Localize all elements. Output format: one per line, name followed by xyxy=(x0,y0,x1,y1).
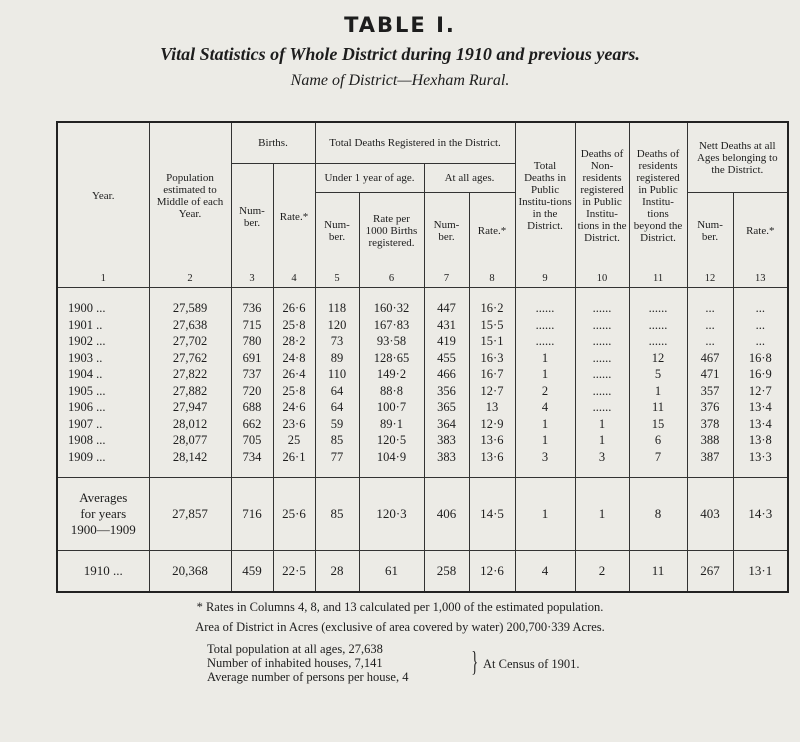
census-details xyxy=(207,642,408,684)
table-row xyxy=(57,432,788,449)
table-cell: 93·58 xyxy=(359,333,424,350)
table-cell: 720 xyxy=(231,383,273,400)
column-numbers-row xyxy=(57,269,788,288)
table-row xyxy=(57,333,788,350)
table-cell: 15 xyxy=(629,416,687,433)
table-cell: 27,822 xyxy=(149,366,231,383)
average-cell: 27,857 xyxy=(149,478,231,551)
header-public-institutions: Total Deaths in Public Institu-tions in the District. xyxy=(515,122,575,269)
table-cell: 27,762 xyxy=(149,350,231,367)
table-cell: ...... xyxy=(629,317,687,334)
table-cell: ... xyxy=(687,317,733,334)
table-cell: 15·1 xyxy=(469,333,515,350)
table-cell: 13·8 xyxy=(733,432,788,449)
census-population: Total population at all ages, 27,638 xyxy=(207,642,383,656)
year-1910-cell: 22·5 xyxy=(273,551,315,593)
year-1910-cell: 61 xyxy=(359,551,424,593)
column-number: 7 xyxy=(424,269,469,288)
table-row xyxy=(57,383,788,400)
census-persons-per-house: Average number of persons per house, 4 xyxy=(207,670,409,684)
header-under-one-rate: Rate per 1000 Births registered. xyxy=(359,193,424,270)
header-all-ages-number: Num-ber. xyxy=(424,193,469,270)
column-number: 6 xyxy=(359,269,424,288)
table-cell: 100·7 xyxy=(359,399,424,416)
row-year: 1908 ... xyxy=(57,432,149,449)
table-row xyxy=(57,317,788,334)
table-cell: 1 xyxy=(629,383,687,400)
column-number: 5 xyxy=(315,269,359,288)
header-nett-number: Num-ber. xyxy=(687,193,733,270)
averages-row xyxy=(57,478,788,551)
column-number: 1 xyxy=(57,269,149,288)
table-cell: 383 xyxy=(424,432,469,449)
table-cell: ...... xyxy=(575,366,629,383)
row-year: 1900 ... xyxy=(57,300,149,317)
table-cell: 16·3 xyxy=(469,350,515,367)
table-cell: 357 xyxy=(687,383,733,400)
table-cell: 691 xyxy=(231,350,273,367)
average-cell: 25·6 xyxy=(273,478,315,551)
vital-statistics-table xyxy=(56,121,789,593)
table-cell: ...... xyxy=(575,333,629,350)
table-cell: 26·6 xyxy=(273,300,315,317)
average-cell: 14·3 xyxy=(733,478,788,551)
year-1910-cell: 11 xyxy=(629,551,687,593)
table-cell: ... xyxy=(687,300,733,317)
table-cell: 28,142 xyxy=(149,449,231,466)
column-number: 3 xyxy=(231,269,273,288)
year-1910-cell: 13·1 xyxy=(733,551,788,593)
header-residents-beyond: Deaths of residents registered in Public Institu-tions beyond the District. xyxy=(629,122,687,269)
year-1910-label: 1910 ... xyxy=(57,551,149,593)
table-row xyxy=(57,366,788,383)
table-cell: 471 xyxy=(687,366,733,383)
table-cell: 64 xyxy=(315,399,359,416)
average-cell: 716 xyxy=(231,478,273,551)
table-cell: 1 xyxy=(515,432,575,449)
table-cell: ...... xyxy=(575,399,629,416)
census-brace: } xyxy=(471,647,479,678)
table-cell: 13·6 xyxy=(469,432,515,449)
table-cell: 356 xyxy=(424,383,469,400)
table-cell: 12·9 xyxy=(469,416,515,433)
table-cell: 59 xyxy=(315,416,359,433)
table-title: TABLE I. xyxy=(344,13,456,37)
table-cell: 455 xyxy=(424,350,469,367)
year-1910-cell: 4 xyxy=(515,551,575,593)
table-cell: 13·3 xyxy=(733,449,788,466)
table-cell: ... xyxy=(733,300,788,317)
table-cell: 780 xyxy=(231,333,273,350)
table-cell: 77 xyxy=(315,449,359,466)
header-population: Population estimated to Middle of each Year. xyxy=(149,122,231,269)
table-cell: 376 xyxy=(687,399,733,416)
averages-label xyxy=(57,478,149,551)
table-row xyxy=(57,350,788,367)
year-1910-cell: 28 xyxy=(315,551,359,593)
header-nett-rate: Rate.* xyxy=(733,193,788,270)
table-cell: 688 xyxy=(231,399,273,416)
census-houses: Number of inhabited houses, 7,141 xyxy=(207,656,383,670)
table-cell: 16·9 xyxy=(733,366,788,383)
table-row xyxy=(57,416,788,433)
table-cell: ...... xyxy=(575,383,629,400)
table-cell: 1 xyxy=(515,366,575,383)
table-cell: ... xyxy=(733,317,788,334)
average-cell: 403 xyxy=(687,478,733,551)
row-year: 1909 ... xyxy=(57,449,149,466)
table-cell: 24·8 xyxy=(273,350,315,367)
table-cell: 23·6 xyxy=(273,416,315,433)
header-births: Births. xyxy=(231,122,315,164)
table-cell: 128·65 xyxy=(359,350,424,367)
table-cell: 26·4 xyxy=(273,366,315,383)
table-cell: 25·8 xyxy=(273,383,315,400)
row-year: 1903 .. xyxy=(57,350,149,367)
district-name: Name of District—Hexham Rural. xyxy=(290,72,510,89)
column-number: 2 xyxy=(149,269,231,288)
header-all-ages: At all ages. xyxy=(424,164,515,193)
table-row xyxy=(57,399,788,416)
year-1910-row xyxy=(57,551,788,593)
table-cell: 118 xyxy=(315,300,359,317)
table-cell: 447 xyxy=(424,300,469,317)
table-cell: 466 xyxy=(424,366,469,383)
average-cell: 406 xyxy=(424,478,469,551)
table-subtitle: Vital Statistics of Whole District during 1910 and previous years. xyxy=(160,44,640,64)
column-number: 12 xyxy=(687,269,733,288)
table-cell: 1 xyxy=(515,350,575,367)
table-cell: 5 xyxy=(629,366,687,383)
table-cell: 365 xyxy=(424,399,469,416)
row-year: 1907 .. xyxy=(57,416,149,433)
table-cell: 120·5 xyxy=(359,432,424,449)
table-cell: 85 xyxy=(315,432,359,449)
table-cell: ...... xyxy=(575,300,629,317)
table-cell: 3 xyxy=(515,449,575,466)
table-cell: 419 xyxy=(424,333,469,350)
table-cell: 16·7 xyxy=(469,366,515,383)
table-cell: 27,947 xyxy=(149,399,231,416)
table-cell: 431 xyxy=(424,317,469,334)
row-year: 1901 .. xyxy=(57,317,149,334)
year-1910-cell: 12·6 xyxy=(469,551,515,593)
table-cell: 25·8 xyxy=(273,317,315,334)
table-cell: 705 xyxy=(231,432,273,449)
table-cell: 89 xyxy=(315,350,359,367)
district-area: Area of District in Acres (exclusive of area covered by water) 200,700·339 Acres. xyxy=(195,620,605,634)
row-year: 1904 .. xyxy=(57,366,149,383)
table-cell: 12·7 xyxy=(469,383,515,400)
table-cell: ...... xyxy=(515,317,575,334)
rates-footnote: * Rates in Columns 4, 8, and 13 calculated per 1,000 of the estimated population. xyxy=(196,600,604,614)
table-cell: 387 xyxy=(687,449,733,466)
table-cell: ...... xyxy=(515,333,575,350)
table-cell: 25 xyxy=(273,432,315,449)
table-cell: 715 xyxy=(231,317,273,334)
table-cell: ...... xyxy=(629,333,687,350)
table-cell: ...... xyxy=(575,317,629,334)
table-cell: 13·4 xyxy=(733,399,788,416)
table-cell: 16·8 xyxy=(733,350,788,367)
year-1910-cell: 258 xyxy=(424,551,469,593)
table-cell: 662 xyxy=(231,416,273,433)
table-cell: 1 xyxy=(575,416,629,433)
table-row xyxy=(57,300,788,317)
table-cell: 64 xyxy=(315,383,359,400)
table-cell: 27,702 xyxy=(149,333,231,350)
header-under-one: Under 1 year of age. xyxy=(315,164,424,193)
table-cell: 27,882 xyxy=(149,383,231,400)
table-cell: ...... xyxy=(575,350,629,367)
average-cell: 120·3 xyxy=(359,478,424,551)
table-cell: ...... xyxy=(515,300,575,317)
table-cell: 3 xyxy=(575,449,629,466)
table-cell: 734 xyxy=(231,449,273,466)
table-cell: 15·5 xyxy=(469,317,515,334)
column-number: 13 xyxy=(733,269,788,288)
column-number: 9 xyxy=(515,269,575,288)
row-year: 1906 ... xyxy=(57,399,149,416)
column-number: 10 xyxy=(575,269,629,288)
column-number: 4 xyxy=(273,269,315,288)
header-births-rate: Rate.* xyxy=(273,164,315,270)
table-cell: 13 xyxy=(469,399,515,416)
year-1910-cell: 2 xyxy=(575,551,629,593)
table-cell: 73 xyxy=(315,333,359,350)
table-cell: 149·2 xyxy=(359,366,424,383)
table-cell: ... xyxy=(733,333,788,350)
year-1910-cell: 459 xyxy=(231,551,273,593)
table-cell: 89·1 xyxy=(359,416,424,433)
column-number: 11 xyxy=(629,269,687,288)
column-number: 8 xyxy=(469,269,515,288)
table-cell: 378 xyxy=(687,416,733,433)
table-cell: 364 xyxy=(424,416,469,433)
header-non-residents: Deaths of Non-residents registered in Public Institu-tions in the District. xyxy=(575,122,629,269)
table-cell: 24·6 xyxy=(273,399,315,416)
table-cell: 737 xyxy=(231,366,273,383)
table-cell: 27,638 xyxy=(149,317,231,334)
average-cell: 1 xyxy=(575,478,629,551)
table-cell: 26·1 xyxy=(273,449,315,466)
table-cell: 11 xyxy=(629,399,687,416)
average-cell: 14·5 xyxy=(469,478,515,551)
table-cell: 13·4 xyxy=(733,416,788,433)
table-cell: 28,012 xyxy=(149,416,231,433)
header-total-deaths: Total Deaths Registered in the District. xyxy=(315,122,515,164)
table-cell: 1 xyxy=(515,416,575,433)
table-cell: 120 xyxy=(315,317,359,334)
table-cell: 4 xyxy=(515,399,575,416)
table-cell: 736 xyxy=(231,300,273,317)
table-cell: 7 xyxy=(629,449,687,466)
table-cell: 28·2 xyxy=(273,333,315,350)
census-label: At Census of 1901. xyxy=(483,657,580,671)
table-cell: 13·6 xyxy=(469,449,515,466)
averages-label-line: 1900—1909 xyxy=(70,522,136,537)
table-row xyxy=(57,449,788,466)
table-cell: 110 xyxy=(315,366,359,383)
header-under-one-number: Num-ber. xyxy=(315,193,359,270)
table-cell: 12·7 xyxy=(733,383,788,400)
table-cell: 160·32 xyxy=(359,300,424,317)
table-cell: 28,077 xyxy=(149,432,231,449)
table-cell: 467 xyxy=(687,350,733,367)
table-cell: ...... xyxy=(629,300,687,317)
header-births-number: Num-ber. xyxy=(231,164,273,270)
average-cell: 8 xyxy=(629,478,687,551)
average-cell: 85 xyxy=(315,478,359,551)
header-all-ages-rate: Rate.* xyxy=(469,193,515,270)
table-cell: ... xyxy=(687,333,733,350)
table-cell: 27,589 xyxy=(149,300,231,317)
year-1910-cell: 20,368 xyxy=(149,551,231,593)
table-cell: 88·8 xyxy=(359,383,424,400)
table-cell: 6 xyxy=(629,432,687,449)
year-1910-cell: 267 xyxy=(687,551,733,593)
header-nett-deaths: Nett Deaths at all Ages belonging to the District. xyxy=(687,122,788,193)
header-year: Year. xyxy=(57,122,149,269)
table-cell: 12 xyxy=(629,350,687,367)
table-cell: 16·2 xyxy=(469,300,515,317)
table-cell: 383 xyxy=(424,449,469,466)
averages-label-line: Averages xyxy=(79,490,128,505)
average-cell: 1 xyxy=(515,478,575,551)
averages-label-line: for years xyxy=(80,506,127,521)
table-cell: 167·83 xyxy=(359,317,424,334)
table-cell: 104·9 xyxy=(359,449,424,466)
table-cell: 1 xyxy=(575,432,629,449)
table-cell: 388 xyxy=(687,432,733,449)
row-year: 1905 ... xyxy=(57,383,149,400)
table-cell: 2 xyxy=(515,383,575,400)
row-year: 1902 ... xyxy=(57,333,149,350)
